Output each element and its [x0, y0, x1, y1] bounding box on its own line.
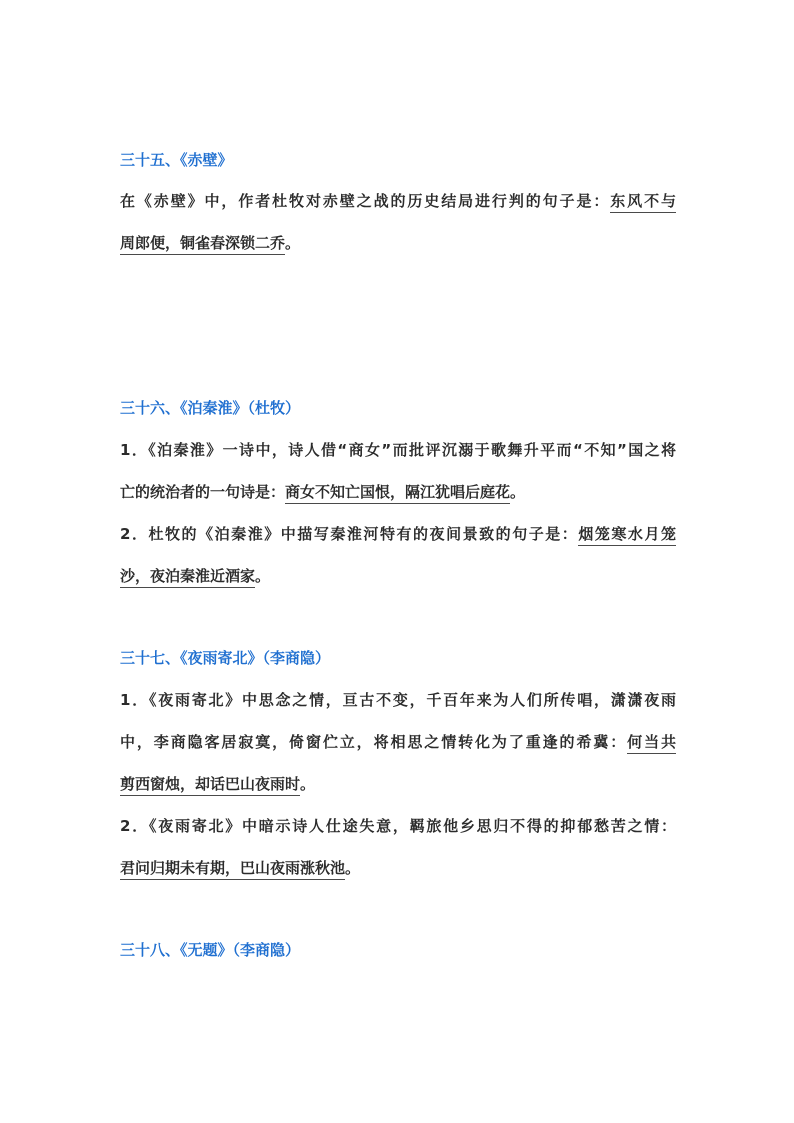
- line-text: 在《赤壁》中，作者杜牧对赤壁之战的历史结局进行判的句子是：: [120, 192, 611, 210]
- line-text: 。: [285, 234, 301, 252]
- line-text: 。: [510, 483, 526, 501]
- line-text: 中，李商隐客居寂寞，倚窗伫立，将相思之情转化为了重逢的希冀：: [120, 733, 628, 751]
- section-37-line-2: [120, 731, 676, 753]
- answer-text: 东风不与: [610, 192, 676, 213]
- section-38-title: 三十八、《无题》（李商隐）: [120, 941, 301, 959]
- section-35-title: 三十五、《赤壁》: [120, 151, 233, 169]
- section-37-line-5: [120, 857, 676, 879]
- line-text: 1．《泊秦淮》一诗中，诗人借“商女”而批评沉溺于歌舞升平而“不知”国之将: [120, 441, 676, 459]
- answer-text: 君问归期未有期，巴山夜雨涨秋池: [120, 859, 345, 880]
- line-text: 。: [255, 567, 271, 585]
- section-35-line-2: [120, 232, 676, 254]
- section-36-title: 三十六、《泊秦淮》（杜牧）: [120, 399, 301, 417]
- line-text: 1．《夜雨寄北》中思念之情，亘古不变，千百年来为人们所传唱，潇潇夜雨: [120, 691, 676, 709]
- answer-text: 烟笼寒水月笼: [578, 525, 676, 546]
- answer-text: 周郎便，铜雀春深锁二乔: [120, 234, 285, 255]
- line-text: 亡的统治者的一句诗是：: [120, 483, 286, 501]
- section-37-line-3: [120, 773, 676, 795]
- section-37-line-1: [120, 689, 676, 711]
- answer-text: 剪西窗烛，却话巴山夜雨时: [120, 775, 300, 796]
- section-36-line-3: [120, 523, 676, 545]
- section-35-line-1: [120, 190, 676, 212]
- section-36-line-1: [120, 439, 676, 461]
- answer-text: 商女不知亡国恨，隔江犹唱后庭花: [285, 483, 510, 504]
- line-text: 。: [345, 859, 361, 877]
- line-text: 2．《夜雨寄北》中暗示诗人仕途失意，羁旅他乡思归不得的抑郁愁苦之情：: [120, 817, 676, 835]
- section-36-line-2: [120, 481, 676, 503]
- line-text: 。: [300, 775, 316, 793]
- section-37-title: 三十七、《夜雨寄北》（李商隐）: [120, 649, 331, 667]
- answer-text: 沙，夜泊秦淮近酒家: [120, 567, 255, 588]
- section-36-line-4: [120, 565, 676, 587]
- answer-text: 何当共: [627, 733, 676, 754]
- section-37-line-4: [120, 815, 676, 837]
- line-text: 2．杜牧的《泊秦淮》中描写秦淮河特有的夜间景致的句子是：: [120, 525, 579, 543]
